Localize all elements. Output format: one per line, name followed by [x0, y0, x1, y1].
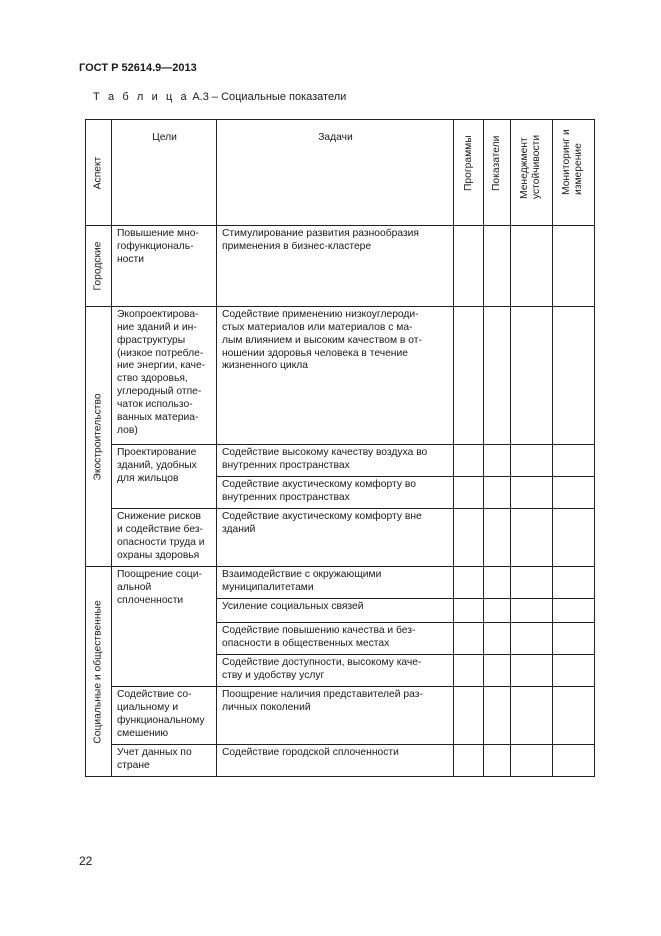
- empty-cell: [454, 477, 484, 509]
- task-cell: Взаимодействие с окружающими муниципалитетами: [217, 567, 454, 599]
- empty-cell: [511, 477, 553, 509]
- table-row: [86, 745, 595, 777]
- table-row: [86, 445, 595, 477]
- table-row: [86, 567, 595, 599]
- empty-cell: [553, 623, 595, 655]
- empty-cell: [484, 226, 511, 307]
- task-cell: Содействие акустическому комфорту вне зданий: [217, 509, 454, 567]
- task-cell: Содействие применению низкоуглероди- стых материалов или материалов с ма- лым влиянием и высоким качеством в от- ношении здоровья человека в течение жизненного цикла: [217, 307, 454, 445]
- header-tasks: Задачи: [217, 120, 454, 226]
- goal-cell: Снижение рисков и содействие без- опасности труда и охраны здоровья: [112, 509, 217, 567]
- empty-cell: [553, 599, 595, 623]
- empty-cell: [484, 567, 511, 599]
- table-caption: [93, 91, 346, 103]
- table-row: [86, 509, 595, 567]
- task-cell: Содействие акустическому комфорту во внутренних пространствах: [217, 477, 454, 509]
- header-goals: Цели: [112, 120, 217, 226]
- empty-cell: [454, 623, 484, 655]
- goal-cell: Повышение мно- гофункциональ- ности: [112, 226, 217, 307]
- task-cell: Содействие городской сплоченности: [217, 745, 454, 777]
- empty-cell: [511, 655, 553, 687]
- empty-cell: [484, 307, 511, 445]
- empty-cell: [454, 655, 484, 687]
- empty-cell: [553, 445, 595, 477]
- empty-cell: [484, 509, 511, 567]
- goal-cell: Содействие со- циальному и функциональному смешению: [112, 687, 217, 745]
- table-row: [86, 226, 595, 307]
- task-cell: Содействие повышению качества и без- опасности в общественных местах: [217, 623, 454, 655]
- empty-cell: [553, 509, 595, 567]
- goal-cell: Учет данных по стране: [112, 745, 217, 777]
- aspect-social: Социальные и общественные: [86, 567, 112, 777]
- task-cell: Усиление социальных связей: [217, 599, 454, 623]
- empty-cell: [454, 745, 484, 777]
- header-monitoring: Мониторинг и измерение: [553, 120, 595, 226]
- empty-cell: [553, 307, 595, 445]
- empty-cell: [454, 307, 484, 445]
- empty-cell: [511, 445, 553, 477]
- empty-cell: [511, 567, 553, 599]
- empty-cell: [511, 745, 553, 777]
- empty-cell: [454, 687, 484, 745]
- empty-cell: [553, 655, 595, 687]
- empty-cell: [484, 445, 511, 477]
- table-row: [86, 307, 595, 445]
- empty-cell: [454, 445, 484, 477]
- task-cell: Содействие доступности, высокому каче- ству и удобству услуг: [217, 655, 454, 687]
- empty-cell: [484, 687, 511, 745]
- table-caption-prefix: Т а б л и ц а: [93, 91, 190, 103]
- empty-cell: [511, 687, 553, 745]
- task-cell: Поощрение наличия представителей раз- личных поколений: [217, 687, 454, 745]
- empty-cell: [553, 745, 595, 777]
- empty-cell: [484, 599, 511, 623]
- aspect-eco-construction: Экостроительство: [86, 307, 112, 567]
- empty-cell: [484, 623, 511, 655]
- empty-cell: [484, 477, 511, 509]
- empty-cell: [511, 509, 553, 567]
- empty-cell: [511, 226, 553, 307]
- header-aspect: Аспект: [86, 120, 112, 226]
- empty-cell: [454, 509, 484, 567]
- empty-cell: [553, 687, 595, 745]
- aspect-urban: Городские: [86, 226, 112, 307]
- table-row: [86, 687, 595, 745]
- empty-cell: [454, 599, 484, 623]
- empty-cell: [511, 599, 553, 623]
- header-indicators: Показатели: [484, 120, 511, 226]
- empty-cell: [511, 623, 553, 655]
- empty-cell: [484, 655, 511, 687]
- empty-cell: [553, 226, 595, 307]
- task-cell: Стимулирование развития разнообразия применения в бизнес-кластере: [217, 226, 454, 307]
- page-number: 22: [79, 854, 93, 868]
- empty-cell: [553, 477, 595, 509]
- goal-cell: Проектирование зданий, удобных для жильцов: [112, 445, 217, 509]
- social-indicators-table: [85, 119, 595, 777]
- table-header-row: [86, 120, 595, 226]
- header-programs: Программы: [454, 120, 484, 226]
- document-header: ГОСТ Р 52614.9—2013: [79, 62, 197, 74]
- header-management: Менеджмент устойчивости: [511, 120, 553, 226]
- task-cell: Содействие высокому качеству воздуха во внутренних пространствах: [217, 445, 454, 477]
- goal-cell: Экопроектирова- ние зданий и ин- фраструктуры (низкое потребле- ние энергии, каче- ство здоровья, углеродный отпе- чаток использо- ванных материа- лов): [112, 307, 217, 445]
- empty-cell: [454, 226, 484, 307]
- table-caption-title: А.3 – Социальные показатели: [189, 91, 347, 103]
- goal-cell: Поощрение соци- альной сплоченности: [112, 567, 217, 687]
- empty-cell: [553, 567, 595, 599]
- empty-cell: [454, 567, 484, 599]
- empty-cell: [484, 745, 511, 777]
- empty-cell: [511, 307, 553, 445]
